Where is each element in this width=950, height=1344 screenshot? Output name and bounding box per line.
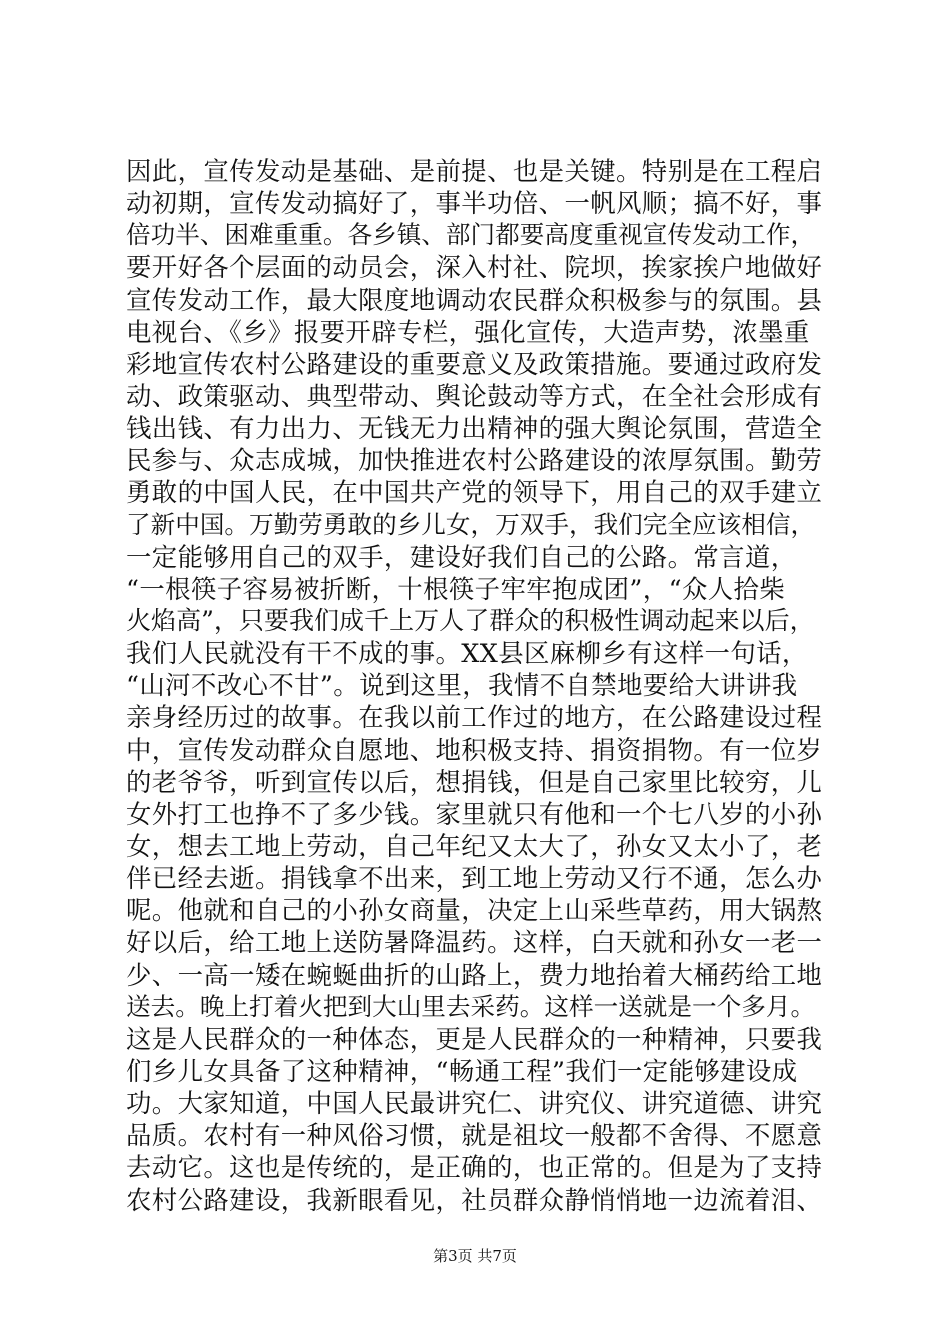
text-line: 动、政策驱动、典型带动、舆论鼓动等方式，在全社会形成有 xyxy=(126,380,823,411)
text-line: 这是人民群众的一种体态，更是人民群众的一种精神，只要我 xyxy=(126,1023,823,1054)
text-line: 一定能够用自己的双手，建设好我们自己的公路。常言道， xyxy=(126,541,797,572)
text-line: 火焰高”，只要我们成千上万人了群众的积极性调动起来以后， xyxy=(126,605,815,635)
text-line: 民参与、众志成城，加快推进农村公路建设的浓厚氛围。勤劳 xyxy=(126,445,823,476)
text-line: “山河不改心不甘”。说到这里，我情不自禁地要给大讲讲我 xyxy=(126,670,798,701)
body-text xyxy=(126,155,826,1216)
text-line: 呢。他就和自己的小孙女商量，决定上山采些草药，用大锅熬 xyxy=(126,895,823,926)
text-line: 中，宣传发动群众自愿地、地积极支持、捐资捐物。有一位岁 xyxy=(126,734,823,765)
text-line: 送去。晚上打着火把到大山里去采药。这样一送就是一个多月。 xyxy=(126,991,816,1021)
text-line: 们乡儿女具备了这种精神，“畅通工程”我们一定能够建设成 xyxy=(126,1055,798,1086)
text-line: 要开好各个层面的动员会，深入村社、院坝，挨家挨户地做好 xyxy=(126,252,823,283)
text-line: 因此，宣传发动是基础、是前提、也是关键。特别是在工程启 xyxy=(126,156,823,186)
text-line: 品质。农村有一种风俗习惯，就是祖坟一般都不舍得、不愿意 xyxy=(126,1120,823,1151)
text-line: 电视台、《乡》报要开辟专栏，强化宣传，大造声势，浓墨重 xyxy=(126,316,810,347)
text-line: 勇敢的中国人民，在中国共产党的领导下，用自己的双手建立 xyxy=(126,477,823,508)
text-line: 少、一高一矮在蜿蜒曲折的山路上，费力地抬着大桶药给工地 xyxy=(126,959,823,990)
text-line: 倍功半、困难重重。各乡镇、部门都要高度重视宣传发动工作， xyxy=(126,220,816,250)
text-line: 功。大家知道，中国人民最讲究仁、讲究仪、讲究道德、讲究 xyxy=(126,1088,823,1119)
text-line: 钱出钱、有力出力、无钱无力出精神的强大舆论氛围，营造全 xyxy=(126,413,823,444)
text-line: 动初期，宣传发动搞好了，事半功倍、一帆风顺；搞不好，事 xyxy=(126,188,823,219)
text-line: 去动它。这也是传统的，是正确的，也正常的。但是为了支持 xyxy=(126,1152,823,1183)
text-line: “一根筷子容易被折断，十根筷子牢牢抱成团”，“众人拾柴 xyxy=(126,573,786,604)
text-line: 我们人民就没有干不成的事。XX县区麻柳乡有这样一句话， xyxy=(126,638,808,669)
text-line: 好以后，给工地上送防暑降温药。这样，白天就和孙女一老一 xyxy=(126,927,823,958)
page-footer: 第3页 共7页 xyxy=(433,1247,517,1265)
text-line: 宣传发动工作，最大限度地调动农民群众积极参与的氛围。县 xyxy=(126,284,823,315)
text-line: 的老爷爷，听到宣传以后，想捐钱，但是自己家里比较穷，儿 xyxy=(126,766,823,797)
text-line: 了新中国。万勤劳勇敢的乡儿女，万双手，我们完全应该相信， xyxy=(126,509,816,539)
text-line: 亲身经历过的故事。在我以前工作过的地方，在公路建设过程 xyxy=(126,702,823,733)
text-line: 伴已经去逝。捐钱拿不出来，到工地上劳动又行不通，怎么办 xyxy=(126,863,823,894)
text-line: 女，想去工地上劳动，自己年纪又太大了，孙女又太小了，老 xyxy=(126,830,823,861)
text-line: 农村公路建设，我新眼看见，社员群众静悄悄地一边流着泪、 xyxy=(126,1184,823,1215)
text-line: 彩地宣传农村公路建设的重要意义及政策措施。要通过政府发 xyxy=(126,348,823,379)
text-line: 女外打工也挣不了多少钱。家里就只有他和一个七八岁的小孙 xyxy=(126,798,823,829)
